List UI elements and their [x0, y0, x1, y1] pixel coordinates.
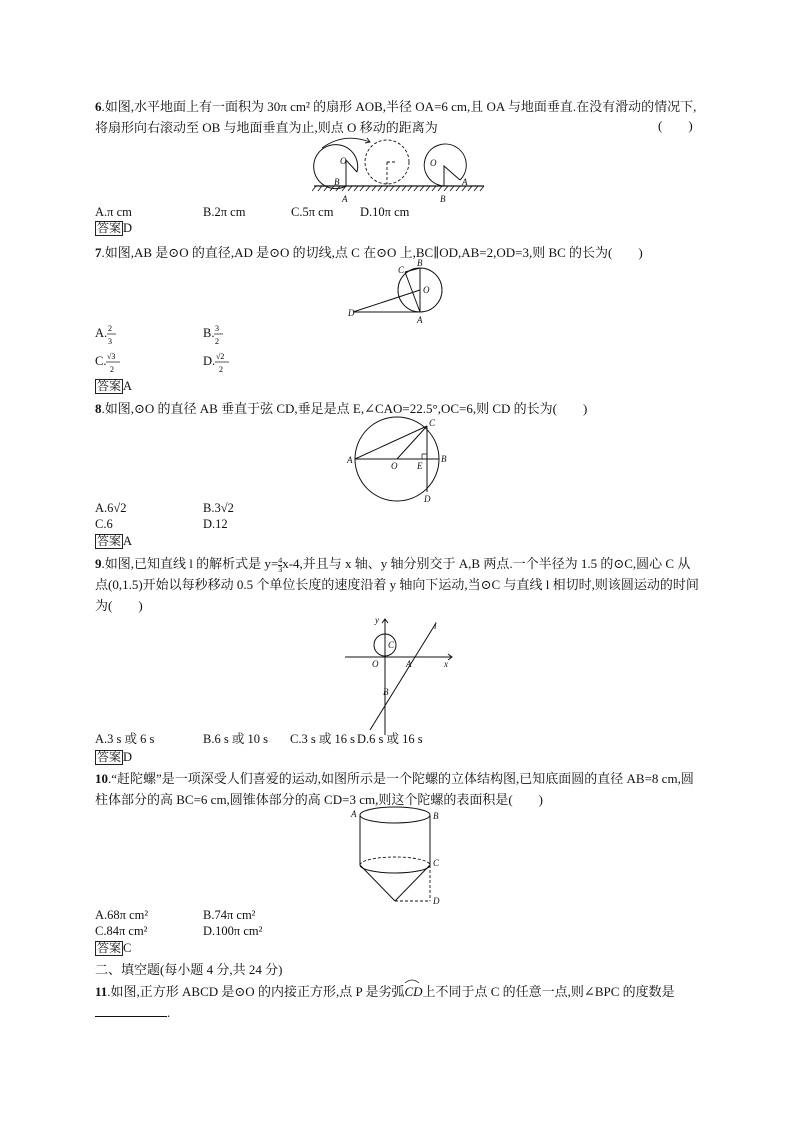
label-a-1: A — [342, 194, 348, 204]
option-c: C.5π cm — [291, 205, 334, 219]
arc-label: CD — [404, 984, 423, 999]
arc-cd — [404, 981, 422, 1002]
option-d: D. √2 2 — [203, 352, 225, 374]
spinning-top-figure — [345, 803, 455, 912]
answer-value: A — [123, 379, 133, 393]
answer-label: 答案 — [97, 534, 122, 548]
question-stem: .如图,AB 是⊙O 的直径,AD 是⊙O 的切线,点 C 在⊙O 上,BC∥OD,AB=2,OD=3,则 BC 的长为( ) — [101, 245, 643, 260]
option-b: B. 3 2 — [203, 324, 220, 346]
question-6-text — [95, 96, 700, 138]
label-b-2: B — [440, 194, 446, 204]
label-b-1: B — [334, 177, 340, 187]
answer-row — [95, 221, 132, 236]
label-d: D — [348, 308, 355, 318]
chord-circle-figure — [345, 414, 455, 508]
option-c: C. √3 2 — [95, 352, 116, 374]
label-b: B — [433, 811, 439, 821]
option-d: D.10π cm — [360, 205, 410, 219]
label-c: C — [388, 640, 395, 650]
answer-row — [95, 534, 132, 549]
label-o: O — [391, 461, 398, 471]
label-c: C — [398, 265, 405, 275]
frac-num: √2 — [216, 352, 225, 361]
question-stem: .“赶陀螺”是一项深受人们喜爱的运动,如图所示是一个陀螺的立体结构图,已知底面圆的直径 AB=8 cm,圆柱体部分的高 BC=6 cm,圆锥体部分的高 CD=3 cm,则这个陀螺的表面积是( ) — [95, 771, 694, 807]
question-number: 11 — [95, 984, 108, 999]
answer-value: A — [123, 534, 133, 548]
option-d: D.12 — [203, 517, 228, 531]
answer-label: 答案 — [97, 750, 122, 764]
answer-value: D — [123, 750, 133, 764]
option-b: B.2π cm — [203, 205, 246, 219]
frac-num: 2 — [108, 324, 113, 333]
option-c: C.6 — [95, 517, 113, 531]
label-x: x — [444, 659, 448, 669]
question-11-text — [95, 981, 700, 1023]
frac-num: 4 — [278, 555, 283, 565]
label-a: A — [351, 809, 357, 819]
label-e: E — [417, 461, 423, 471]
label-c: C — [433, 858, 440, 868]
label-l: l — [434, 621, 437, 631]
option-a: A.68π cm² — [95, 908, 149, 922]
answer-blank[interactable] — [95, 1004, 167, 1017]
rolling-sector-figure — [312, 136, 487, 210]
option-b: B.3√2 — [203, 501, 234, 515]
question-9-text — [95, 553, 700, 616]
label-o-1: O — [340, 156, 347, 166]
question-stem: .如图,⊙O 的直径 AB 垂直于弦 CD,垂足是点 E,∠CAO=22.5°,OC=6,则 CD 的长为( ) — [101, 401, 588, 416]
answer-label: 答案 — [97, 221, 122, 235]
question-stem-a: .如图,已知直线 l 的解析式是 y= — [101, 556, 279, 571]
frac-den: 2 — [215, 337, 220, 346]
answer-row — [95, 750, 132, 765]
question-stem: .如图,水平地面上有一面积为 30π cm² 的扇形 AOB,半径 OA=6 cm,且 OA 与地面垂直.在没有滑动的情况下,将扇形向右滚动至 OB 与地面垂直为止,则点 O 移动的距离为 — [95, 99, 697, 135]
option-a: A.6√2 — [95, 501, 127, 515]
label-b: B — [441, 454, 447, 464]
frac-den: 3 — [278, 564, 283, 574]
label-o: O — [423, 285, 430, 295]
answer-value: C — [123, 941, 132, 955]
period: . — [167, 1005, 171, 1020]
option-d: D.100π cm² — [203, 924, 263, 938]
label-y: y — [375, 615, 379, 625]
label-d: D — [433, 896, 440, 906]
label-b: B — [417, 258, 423, 268]
answer-value: D — [123, 221, 133, 235]
answer-paren: ( ) — [658, 118, 693, 133]
question-number: 10 — [95, 771, 108, 786]
option-c: C.3 s 或 16 s — [290, 732, 355, 746]
tangent-circle-figure — [345, 258, 445, 330]
frac-den: 2 — [219, 365, 224, 374]
line-circle-axes-figure — [340, 615, 460, 744]
label-o: O — [372, 659, 379, 669]
option-c: C.84π cm² — [95, 924, 148, 938]
frac-den: 3 — [108, 337, 113, 346]
question-stem-b: x-4,并且与 x 轴、y 轴分别交于 A,B 两点.一个半径为 1.5 的⊙C,圆心 C 从点(0,1.5)开始以每秒移动 0.5 个单位长度的速度沿着 y 轴向下运动,当⊙C 与直线 l 相切时,则该圆运动的时间为( ) — [95, 556, 699, 613]
question-number: 9 — [95, 556, 102, 571]
option-a: A.3 s 或 6 s — [95, 732, 155, 746]
question-stem-a: .如图,正方形 ABCD 是⊙O 的内接正方形,点 P 是劣弧 — [107, 984, 405, 999]
option-b: B.74π cm² — [203, 908, 256, 922]
answer-row — [95, 941, 131, 956]
label-a: A — [417, 315, 423, 325]
frac-num: 3 — [215, 324, 220, 333]
option-a: A. 2 3 — [95, 324, 113, 346]
answer-row — [95, 379, 132, 394]
label-a-2: A — [462, 177, 468, 187]
option-b: B.6 s 或 10 s — [203, 732, 268, 746]
question-stem-b: 上不同于点 C 的任意一点,则∠BPC 的度数是 — [422, 984, 675, 999]
label-c: C — [429, 418, 436, 428]
label-o-2: O — [430, 158, 437, 168]
answer-label: 答案 — [97, 941, 122, 955]
frac-num: √3 — [107, 352, 116, 361]
frac-den: 2 — [110, 365, 115, 374]
label-a: A — [406, 659, 412, 669]
option-d: D.6 s 或 16 s — [357, 732, 423, 746]
label-a: A — [347, 455, 353, 465]
question-number: 7 — [95, 245, 102, 260]
section-heading: 二、填空题(每小题 4 分,共 24 分) — [95, 962, 283, 977]
label-b: B — [383, 687, 389, 697]
answer-label: 答案 — [97, 379, 122, 393]
label-d: D — [424, 494, 431, 504]
question-number: 6 — [95, 99, 102, 114]
question-number: 8 — [95, 401, 102, 416]
option-a: A.π cm — [95, 205, 132, 219]
